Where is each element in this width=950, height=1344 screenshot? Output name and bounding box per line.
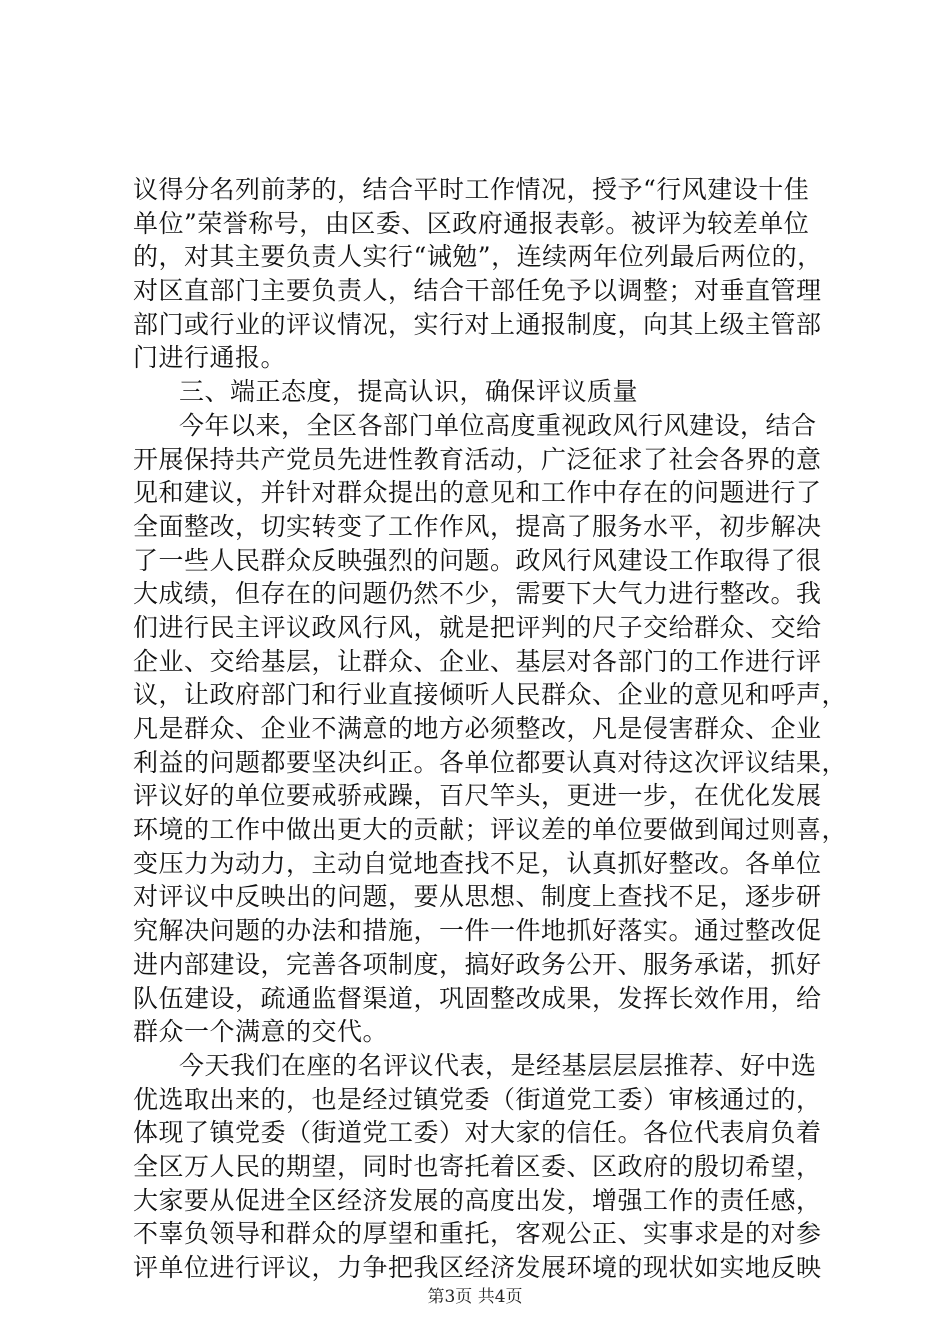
text-line: 企业、交给基层，让群众、企业、基层对各部门的工作进行评 [133, 646, 822, 676]
text-line: 全面整改，切实转变了工作作风，提高了服务水平，初步解决 [133, 511, 822, 541]
text-line: 单位”荣誉称号，由区委、区政府通报表彰。被评为较差单位 [133, 208, 810, 238]
body-text [133, 173, 848, 1285]
text-line: 见和建议，并针对群众提出的意见和工作中存在的问题进行了 [133, 478, 822, 508]
text-line: 变压力为动力，主动自觉地查找不足，认真抓好整改。各单位 [133, 848, 822, 878]
text-line: 对评议中反映出的问题，要从思想、制度上查找不足，逐步研 [133, 882, 822, 912]
section-heading: 三、端正态度，提高认识，确保评议质量 [179, 377, 639, 407]
text-line: 利益的问题都要坚决纠正。各单位都要认真对待这次评议结果， [133, 747, 848, 777]
text-line: 不辜负领导和群众的厚望和重托，客观公正、实事求是的对参 [133, 1219, 822, 1249]
text-line: 开展保持共产党员先进性教育活动，广泛征求了社会各界的意 [133, 444, 822, 474]
text-line: 进内部建设，完善各项制度，搞好政务公开、服务承诺，抓好 [133, 949, 822, 979]
text-line: 优选取出来的，也是经过镇党委（街道党工委）审核通过的， [133, 1084, 822, 1114]
text-line: 对区直部门主要负责人，结合干部任免予以调整；对垂直管理 [133, 276, 822, 306]
page-footer: 第3页 共4页 [427, 1287, 523, 1307]
text-line: 大成绩，但存在的问题仍然不少，需要下大气力进行整改。我 [133, 579, 822, 609]
text-line: 议，让政府部门和行业直接倾听人民群众、企业的意见和呼声， [133, 680, 848, 710]
text-line: 部门或行业的评议情况，实行对上通报制度，向其上级主管部 [133, 309, 822, 339]
text-line: 的，对其主要负责人实行“诫勉”，连续两年位列最后两位的， [133, 242, 823, 272]
text-line: 队伍建设，疏通监督渠道，巩固整改成果，发挥长效作用，给 [133, 983, 822, 1013]
text-line: 了一些人民群众反映强烈的问题。政风行风建设工作取得了很 [133, 545, 822, 575]
text-line: 群众一个满意的交代。 [133, 1017, 389, 1047]
text-line: 大家要从促进全区经济发展的高度出发，增强工作的责任感， [133, 1185, 822, 1215]
text-line: 究解决问题的办法和措施，一件一件地抓好落实。通过整改促 [133, 916, 822, 946]
text-line: 凡是群众、企业不满意的地方必须整改，凡是侵害群众、企业 [133, 714, 822, 743]
text-line: 全区万人民的期望，同时也寄托着区委、区政府的殷切希望， [133, 1151, 822, 1181]
text-line: 环境的工作中做出更大的贡献；评议差的单位要做到闻过则喜， [133, 815, 848, 845]
text-line: 今天我们在座的名评议代表，是经基层层层推荐、好中选 [179, 1050, 817, 1080]
text-line: 评议好的单位要戒骄戒躁，百尺竿头，更进一步，在优化发展 [133, 781, 822, 811]
text-line: 议得分名列前茅的，结合平时工作情况，授予“行风建设十佳 [133, 175, 810, 204]
text-line: 体现了镇党委（街道党工委）对大家的信任。各位代表肩负着 [133, 1118, 822, 1148]
text-line: 们进行民主评议政风行风，就是把评判的尺子交给群众、交给 [133, 612, 822, 642]
text-line: 门进行通报。 [133, 343, 287, 373]
text-line: 今年以来，全区各部门单位高度重视政风行风建设，结合 [179, 410, 817, 440]
text-line: 评单位进行评议，力争把我区经济发展环境的现状如实地反映 [133, 1253, 822, 1282]
